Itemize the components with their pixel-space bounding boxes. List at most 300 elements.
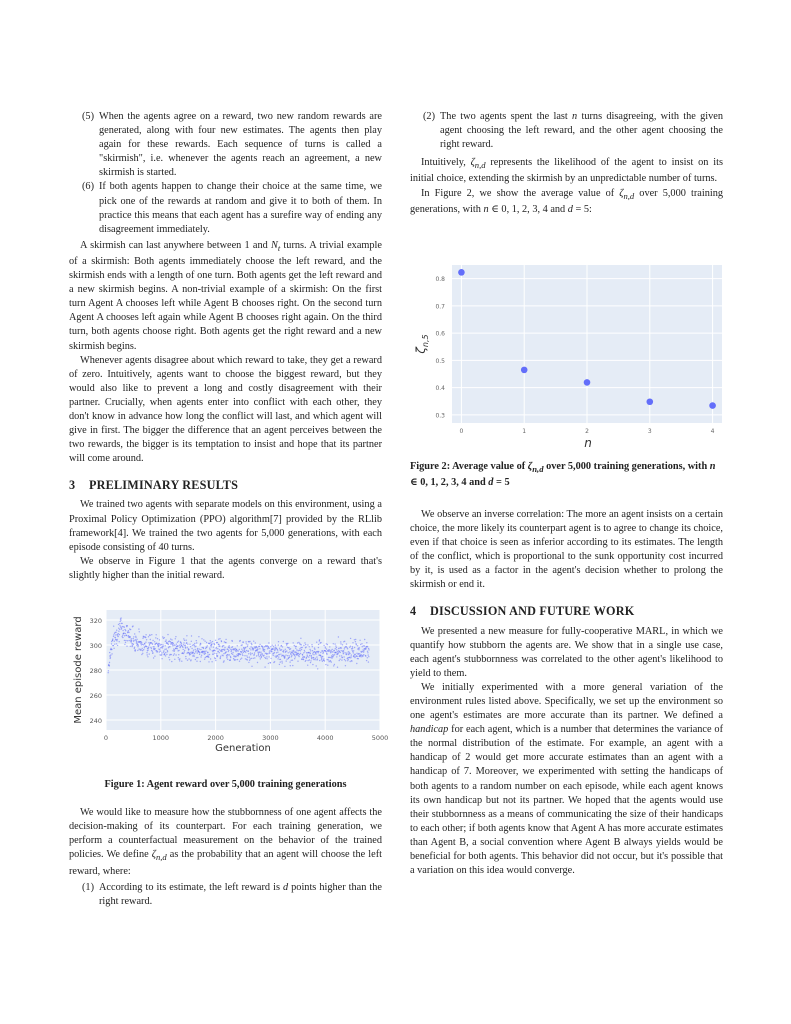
data-point (251, 658, 252, 659)
data-point (155, 637, 156, 638)
data-point (352, 646, 353, 647)
x-tick-label: 0 (459, 427, 464, 435)
data-point (296, 654, 297, 655)
section-heading: 4 DISCUSSION AND FUTURE WORK (410, 604, 635, 619)
data-point (246, 655, 247, 656)
data-point (300, 650, 301, 651)
data-point (360, 644, 361, 645)
data-point (325, 647, 326, 648)
data-point (321, 659, 322, 660)
data-point (318, 647, 319, 648)
data-point (244, 655, 245, 656)
data-point (271, 651, 272, 652)
data-point (304, 657, 305, 658)
data-point (122, 637, 123, 638)
y-tick-label: 0.5 (435, 357, 445, 365)
data-point (163, 650, 164, 651)
data-point (249, 660, 250, 661)
data-point (316, 665, 317, 666)
data-point (368, 648, 369, 649)
data-point (179, 645, 180, 646)
data-point (177, 642, 178, 643)
data-point (219, 649, 220, 650)
data-point (301, 644, 302, 645)
data-point (270, 658, 271, 659)
data-point (118, 631, 119, 632)
data-point (115, 634, 116, 635)
data-point (275, 645, 276, 646)
data-point (217, 648, 218, 649)
data-point (205, 657, 206, 658)
data-point (300, 638, 301, 639)
data-point (229, 647, 230, 648)
data-point (127, 625, 128, 626)
data-point (236, 656, 237, 657)
data-point (366, 648, 367, 649)
data-point (226, 656, 227, 657)
data-point (145, 642, 146, 643)
data-point (335, 648, 336, 649)
data-point (138, 645, 139, 646)
data-point (220, 657, 221, 658)
data-point (223, 653, 224, 654)
data-point (224, 647, 225, 648)
data-point (124, 640, 125, 641)
data-point (158, 645, 159, 646)
data-point (235, 659, 236, 660)
data-point (215, 650, 216, 651)
data-point (219, 652, 220, 653)
data-point (338, 648, 339, 649)
data-point (128, 632, 129, 633)
data-point (130, 629, 131, 630)
data-point (359, 653, 360, 654)
data-point (169, 659, 170, 660)
data-point (268, 642, 269, 643)
data-point (309, 659, 310, 660)
data-point (458, 269, 465, 276)
data-point (137, 650, 138, 651)
data-point (174, 659, 175, 660)
data-point (323, 652, 324, 653)
data-point (208, 661, 209, 662)
data-point (305, 660, 306, 661)
list-item: (1) According to its estimate, the left reward is d points higher than the right reward. (82, 881, 382, 907)
data-point (313, 654, 314, 655)
data-point (249, 641, 250, 642)
data-point (273, 655, 274, 656)
y-tick-label: 0.3 (435, 412, 445, 420)
data-point (126, 635, 127, 636)
data-point (229, 645, 230, 646)
data-point (293, 651, 294, 652)
data-point (146, 652, 147, 653)
data-point (242, 653, 243, 654)
data-point (195, 659, 196, 660)
data-point (316, 642, 317, 643)
data-point (131, 640, 132, 641)
y-tick-label: 300 (89, 642, 102, 651)
data-point (142, 638, 143, 639)
data-point (304, 651, 305, 652)
paragraph: We observe in Figure 1 that the agents converge on a reward that's slightly higher than the initial reward. (69, 555, 382, 581)
data-point (191, 635, 192, 636)
data-point (341, 650, 342, 651)
data-point (357, 645, 358, 646)
data-point (340, 643, 341, 644)
figure-2 (410, 259, 723, 490)
data-point (341, 647, 342, 648)
data-point (272, 645, 273, 646)
x-tick-label: 2 (585, 427, 589, 435)
data-point (287, 643, 288, 644)
data-point (289, 651, 290, 652)
data-point (233, 658, 234, 659)
data-point (259, 656, 260, 657)
data-point (235, 648, 236, 649)
data-point (121, 623, 122, 624)
data-point (336, 656, 337, 657)
data-point (192, 645, 193, 646)
data-point (183, 638, 184, 639)
data-point (247, 646, 248, 647)
data-point (215, 658, 216, 659)
data-point (258, 653, 259, 654)
data-point (336, 652, 337, 653)
data-point (175, 636, 176, 637)
data-point (185, 656, 186, 657)
data-point (148, 647, 149, 648)
data-point (310, 660, 311, 661)
data-point (119, 641, 120, 642)
data-point (144, 643, 145, 644)
data-point (122, 630, 123, 631)
paragraph: We initially experimented with a more general variation of the environment rules listed above. Specifically, we set up the environment so one agent's estimates are more accurate than its partner. We defined a handicap for each agent, which is a number that determines the variance of the normal distribution of the estimate. For example, an agent with a handicap of 2 would get more accurate estimates than an agent with a handicap of 7. Moreover, we experimented with setting the handicaps of both agents to a random number on each episode, while each agent knows its own handicap but not its partner. We hoped that the agents would use their stubbornness as a means of communicating the size of their handicaps to each other; if both agents know that Agent A has more accurate estimates than Agent B, a social convention where Agent B always yields would be beneficial for both agents. This behavior did not occur, but it's possible that a variation on this idea would converge. (410, 681, 723, 877)
data-point (219, 645, 220, 646)
data-point (168, 644, 169, 645)
data-point (345, 660, 346, 661)
data-point (256, 655, 257, 656)
y-tick-label: 260 (89, 692, 102, 701)
data-point (109, 665, 110, 666)
data-point (290, 654, 291, 655)
data-point (211, 646, 212, 647)
data-point (282, 662, 283, 663)
data-point (290, 648, 291, 649)
data-point (296, 649, 297, 650)
data-point (287, 655, 288, 656)
data-point (289, 655, 290, 656)
data-point (241, 649, 242, 650)
data-point (237, 645, 238, 646)
data-point (333, 665, 334, 666)
y-axis-label: $\zeta_{n,5}$ (414, 334, 430, 354)
data-point (352, 642, 353, 643)
data-point (309, 655, 310, 656)
data-point (160, 651, 161, 652)
data-point (182, 647, 183, 648)
data-point (349, 657, 350, 658)
data-point (328, 651, 329, 652)
data-point (288, 652, 289, 653)
data-point (253, 648, 254, 649)
data-point (164, 649, 165, 650)
data-point (167, 634, 168, 635)
data-point (315, 653, 316, 654)
data-point (161, 644, 162, 645)
data-point (368, 661, 369, 662)
data-point (109, 662, 110, 663)
data-point (228, 650, 229, 651)
data-point (284, 656, 285, 657)
data-point (304, 650, 305, 651)
data-point (277, 650, 278, 651)
data-point (206, 642, 207, 643)
data-point (184, 651, 185, 652)
data-point (310, 653, 311, 654)
data-point (179, 660, 180, 661)
data-point (257, 662, 258, 663)
data-point (247, 659, 248, 660)
data-point (218, 639, 219, 640)
data-point (207, 652, 208, 653)
data-point (339, 660, 340, 661)
data-point (254, 652, 255, 653)
data-point (147, 656, 148, 657)
data-point (221, 641, 222, 642)
y-tick-label: 0.6 (435, 330, 445, 338)
data-point (316, 656, 317, 657)
data-point (342, 657, 343, 658)
data-point (317, 658, 318, 659)
data-point (255, 642, 256, 643)
data-point (223, 649, 224, 650)
data-point (269, 648, 270, 649)
data-point (113, 648, 114, 649)
data-point (116, 640, 117, 641)
data-point (195, 646, 196, 647)
data-point (156, 643, 157, 644)
data-point (111, 653, 112, 654)
left-column (69, 110, 389, 909)
data-point (303, 659, 304, 660)
data-point (340, 641, 341, 642)
data-point (158, 646, 159, 647)
data-point (239, 649, 240, 650)
data-point (341, 655, 342, 656)
data-point (123, 632, 124, 633)
data-point (181, 643, 182, 644)
data-point (165, 641, 166, 642)
data-point (295, 656, 296, 657)
data-point (232, 652, 233, 653)
data-point (127, 640, 128, 641)
data-point (312, 646, 313, 647)
data-point (284, 666, 285, 667)
data-point (245, 658, 246, 659)
data-point (113, 636, 114, 637)
data-point (282, 646, 283, 647)
data-point (292, 660, 293, 661)
data-point (200, 649, 201, 650)
data-point (166, 648, 167, 649)
data-point (164, 654, 165, 655)
x-tick-label: 3 (647, 427, 652, 435)
paragraph: A skirmish can last anywhere between 1 and $N_t$ turns. A trivial example of a skirmish: Both agents immediately choose the left reward, and the skirmish ends with a length of one turn. Both agents get the left reward and a new skirmish begins. A non-trivial example of a skirmish: On the first turn Agent A chooses left while Agent B chooses right. On the second turn Agent A chooses left again while Agent B chooses right again. On the third turn, both agents choose right. Both agents get the right reward and a new skirmish begins. (69, 239, 382, 352)
data-point (278, 644, 279, 645)
data-point (187, 660, 188, 661)
data-point (330, 651, 331, 652)
data-point (200, 661, 201, 662)
data-point (157, 651, 158, 652)
data-point (241, 658, 242, 659)
data-point (257, 647, 258, 648)
y-tick-label: 280 (89, 667, 102, 676)
x-tick-label: 1000 (152, 734, 170, 743)
paragraph: We would like to measure how the stubbornness of one agent affects the decision-making of its counterpart. For each training generation, we perform a counterfactual measurement on the behavior of the trained policies. We define $\zeta_{n,d}$ as the probability that an agent will choose the left reward, where: (69, 807, 382, 877)
data-point (332, 651, 333, 652)
data-point (310, 650, 311, 651)
y-axis-label: Mean episode reward (73, 616, 84, 724)
data-point (115, 637, 116, 638)
data-point (344, 659, 345, 660)
data-point (125, 633, 126, 634)
data-point (279, 648, 280, 649)
data-point (135, 636, 136, 637)
data-point (367, 646, 368, 647)
data-point (148, 636, 149, 637)
data-point (292, 650, 293, 651)
data-point (291, 660, 292, 661)
data-point (367, 651, 368, 652)
data-point (347, 648, 348, 649)
data-point (220, 656, 221, 657)
data-point (117, 636, 118, 637)
data-point (339, 655, 340, 656)
data-point (128, 630, 129, 631)
data-point (359, 640, 360, 641)
data-point (132, 625, 133, 626)
data-point (190, 659, 191, 660)
data-point (354, 639, 355, 640)
data-point (301, 649, 302, 650)
data-point (362, 655, 363, 656)
data-point (126, 646, 127, 647)
data-point (249, 657, 250, 658)
data-point (159, 639, 160, 640)
data-point (344, 641, 345, 642)
data-point (358, 649, 359, 650)
data-point (109, 652, 110, 653)
data-point (245, 652, 246, 653)
data-point (174, 651, 175, 652)
data-point (195, 650, 196, 651)
data-point (162, 644, 163, 645)
data-point (116, 643, 117, 644)
data-point (297, 661, 298, 662)
data-point (223, 645, 224, 646)
data-point (334, 650, 335, 651)
data-point (289, 657, 290, 658)
data-point (217, 655, 218, 656)
data-point (311, 658, 312, 659)
data-point (230, 657, 231, 658)
data-point (348, 659, 349, 660)
data-point (281, 661, 282, 662)
x-tick-label: 0 (103, 734, 109, 743)
data-point (210, 640, 211, 641)
data-point (346, 652, 347, 653)
data-point (119, 625, 120, 626)
data-point (258, 655, 259, 656)
data-point (277, 658, 278, 659)
data-point (329, 657, 330, 658)
data-point (296, 646, 297, 647)
data-point (246, 643, 247, 644)
data-point (120, 621, 121, 622)
figure-2-caption: Figure 2: Average value of $\zeta_{n,d}$ over 5,000 training generations, with n ∈ 0, 1, 2, 3, 4 and d = 5 (410, 460, 716, 488)
data-point (178, 650, 179, 651)
data-point (298, 642, 299, 643)
data-point (163, 652, 164, 653)
data-point (111, 649, 112, 650)
data-point (355, 639, 356, 640)
data-point (319, 639, 320, 640)
data-point (207, 645, 208, 646)
data-point (359, 647, 360, 648)
zeta-chart (410, 259, 723, 449)
data-point (286, 660, 287, 661)
data-point (118, 624, 119, 625)
data-point (252, 649, 253, 650)
data-point (145, 634, 146, 635)
data-point (253, 658, 254, 659)
conditions-list-continued (410, 110, 723, 152)
data-point (205, 648, 206, 649)
data-point (209, 649, 210, 650)
data-point (314, 659, 315, 660)
data-point (269, 652, 270, 653)
data-point (321, 658, 322, 659)
data-point (257, 649, 258, 650)
data-point (113, 634, 114, 635)
data-point (147, 649, 148, 650)
data-point (261, 656, 262, 657)
data-point (270, 646, 271, 647)
paragraph: Whenever agents disagree about which reward to take, they get a reward of zero. Intuitively, agents want to choose the biggest reward, but they would also like to prevent a long and costly disagreement with their partner. Crucially, when agents enter into conflict with each other, they don't know in advance how long the conflict will last, and which agent will give in first. The bigger the difference that an agent perceives between the two rewards, the bigger is its temptation to insist and hope that its partner will come around. (69, 354, 382, 465)
data-point (171, 654, 172, 655)
data-point (250, 654, 251, 655)
data-point (190, 654, 191, 655)
data-point (349, 653, 350, 654)
data-point (285, 655, 286, 656)
reward-chart (69, 605, 389, 755)
data-point (203, 648, 204, 649)
data-point (201, 638, 202, 639)
data-point (143, 649, 144, 650)
data-point (178, 641, 179, 642)
y-tick-label: 0.8 (435, 275, 445, 283)
data-point (287, 647, 288, 648)
data-point (314, 649, 315, 650)
data-point (195, 649, 196, 650)
data-point (122, 626, 123, 627)
data-point (298, 653, 299, 654)
data-point (184, 645, 185, 646)
data-point (154, 641, 155, 642)
data-point (239, 661, 240, 662)
data-point (204, 651, 205, 652)
